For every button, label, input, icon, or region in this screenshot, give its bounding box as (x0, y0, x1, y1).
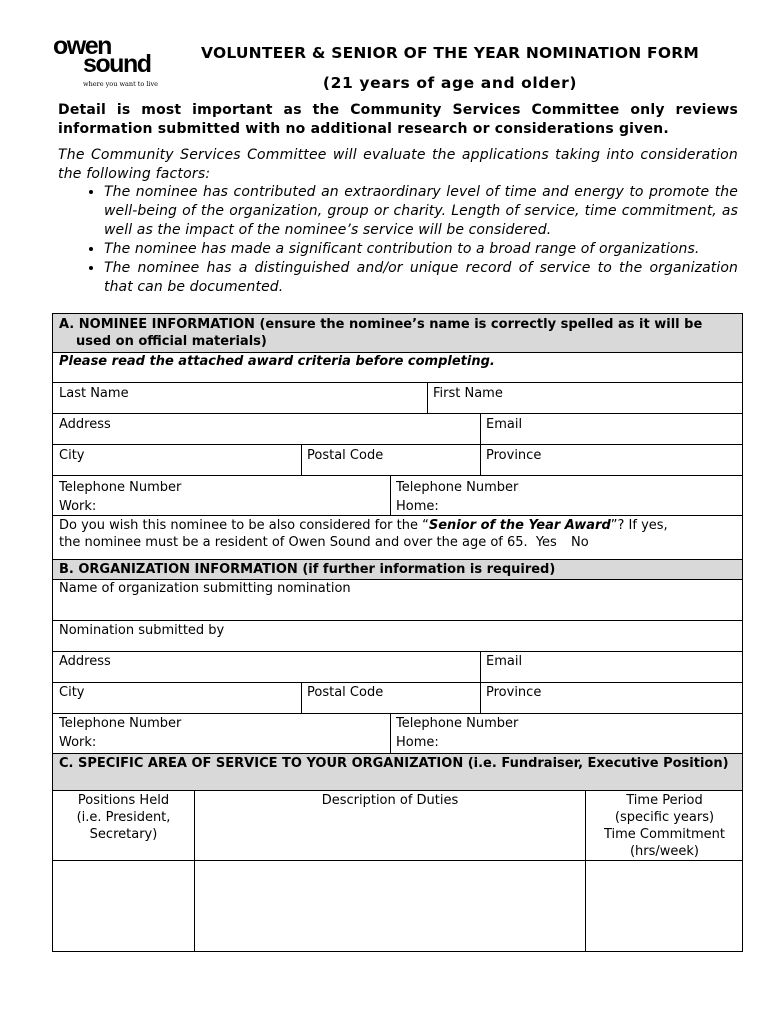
org-address-field[interactable]: Address (59, 654, 111, 669)
telephone-home-sublabel: Home: (396, 499, 439, 514)
section-c-heading: C. SPECIFIC AREA OF SERVICE TO YOUR ORGANIZATION (i.e. Fundraiser, Executive Position) (59, 756, 729, 771)
org-telephone-work-label: Telephone Number (59, 716, 182, 731)
positions-held-example-2: Secretary) (89, 827, 158, 842)
time-period-header (586, 792, 743, 860)
province-field[interactable]: Province (486, 448, 542, 463)
telephone-work-sublabel: Work: (59, 499, 97, 514)
detail-notice: Detail is most important as the Community Services Committee only reviews information submitted with no additional research or considerations given. (58, 102, 738, 137)
email-field[interactable]: Email (486, 417, 523, 432)
org-province-field[interactable]: Province (486, 685, 542, 700)
org-telephone-home-sublabel: Home: (396, 735, 439, 750)
org-telephone-home-field[interactable] (396, 714, 518, 752)
org-city-field[interactable]: City (59, 685, 85, 700)
logo-line-sound: sound (83, 50, 151, 78)
senior-residency-text: the nominee must be a resident of Owen Sound and over the age of 65. (59, 535, 528, 550)
last-name-field[interactable]: Last Name (59, 386, 129, 401)
submitted-by-field[interactable]: Nomination submitted by (59, 623, 225, 638)
intro-text: The Community Services Committee will evaluate the applications taking into consideration the following factors: (58, 147, 738, 182)
senior-question-text: Do you wish this nominee to be also considered for the “ (59, 518, 429, 533)
time-period-entry[interactable] (586, 861, 743, 951)
logo-tagline: where you want to live (83, 80, 159, 88)
time-period-label: Time Period (626, 793, 703, 808)
senior-award-question (59, 517, 739, 551)
positions-held-label: Positions Held (77, 793, 170, 808)
senior-no-option[interactable]: No (570, 535, 589, 550)
criteria-list (58, 183, 738, 297)
criteria-item: • The nominee has made a significant contribution to a broad range of organizations. (104, 240, 738, 259)
nomination-form-table (52, 313, 743, 952)
criteria-item: • The nominee has a distinguished and/or unique record of service to the organization that can be documented. (104, 259, 738, 297)
positions-held-example: (i.e. President, (76, 810, 171, 825)
time-period-years: (specific years) (614, 810, 715, 825)
section-a-heading: A. NOMINEE INFORMATION (ensure the nominee’s name is correctly spelled as it will be used on official materials) (59, 317, 703, 349)
city-field[interactable]: City (59, 448, 85, 463)
description-of-duties-header: Description of Duties (321, 793, 459, 808)
org-telephone-work-field[interactable] (59, 714, 181, 752)
telephone-home-label: Telephone Number (396, 480, 519, 495)
time-commitment-label: Time Commitment (603, 827, 725, 842)
org-telephone-work-sublabel: Work: (59, 735, 97, 750)
first-name-field[interactable]: First Name (433, 386, 503, 401)
telephone-work-label: Telephone Number (59, 480, 182, 495)
owen-sound-logo (53, 32, 159, 92)
time-commitment-unit: (hrs/week) (629, 844, 700, 859)
senior-award-name: Senior of the Year Award (428, 518, 611, 533)
telephone-work-field[interactable] (59, 478, 181, 516)
logo-line-owen: owen (53, 32, 111, 60)
section-a-note: Please read the attached award criteria before completing. (59, 354, 495, 369)
org-telephone-home-label: Telephone Number (396, 716, 519, 731)
address-field[interactable]: Address (59, 417, 111, 432)
org-postal-code-field[interactable]: Postal Code (307, 685, 384, 700)
section-b-heading: B. ORGANIZATION INFORMATION (if further information is required) (59, 562, 556, 577)
senior-question-tail: ”? If yes, (610, 518, 668, 533)
postal-code-field[interactable]: Postal Code (307, 448, 384, 463)
form-subtitle: (21 years of age and older) (322, 74, 578, 92)
positions-held-entry[interactable] (53, 861, 194, 951)
description-of-duties-entry[interactable] (195, 861, 585, 951)
organization-name-field[interactable]: Name of organization submitting nomination (59, 581, 351, 596)
positions-held-header (53, 792, 194, 843)
criteria-item: • The nominee has contributed an extraordinary level of time and energy to promote the well-being of the organization, group or charity. Length of service, time commitment, as well as the impact of the nominee’s service will be considered. (104, 183, 738, 240)
org-email-field[interactable]: Email (486, 654, 523, 669)
senior-yes-option[interactable]: Yes (535, 535, 557, 550)
telephone-home-field[interactable] (396, 478, 518, 516)
form-title: VOLUNTEER & SENIOR OF THE YEAR NOMINATION FORM (201, 44, 699, 62)
